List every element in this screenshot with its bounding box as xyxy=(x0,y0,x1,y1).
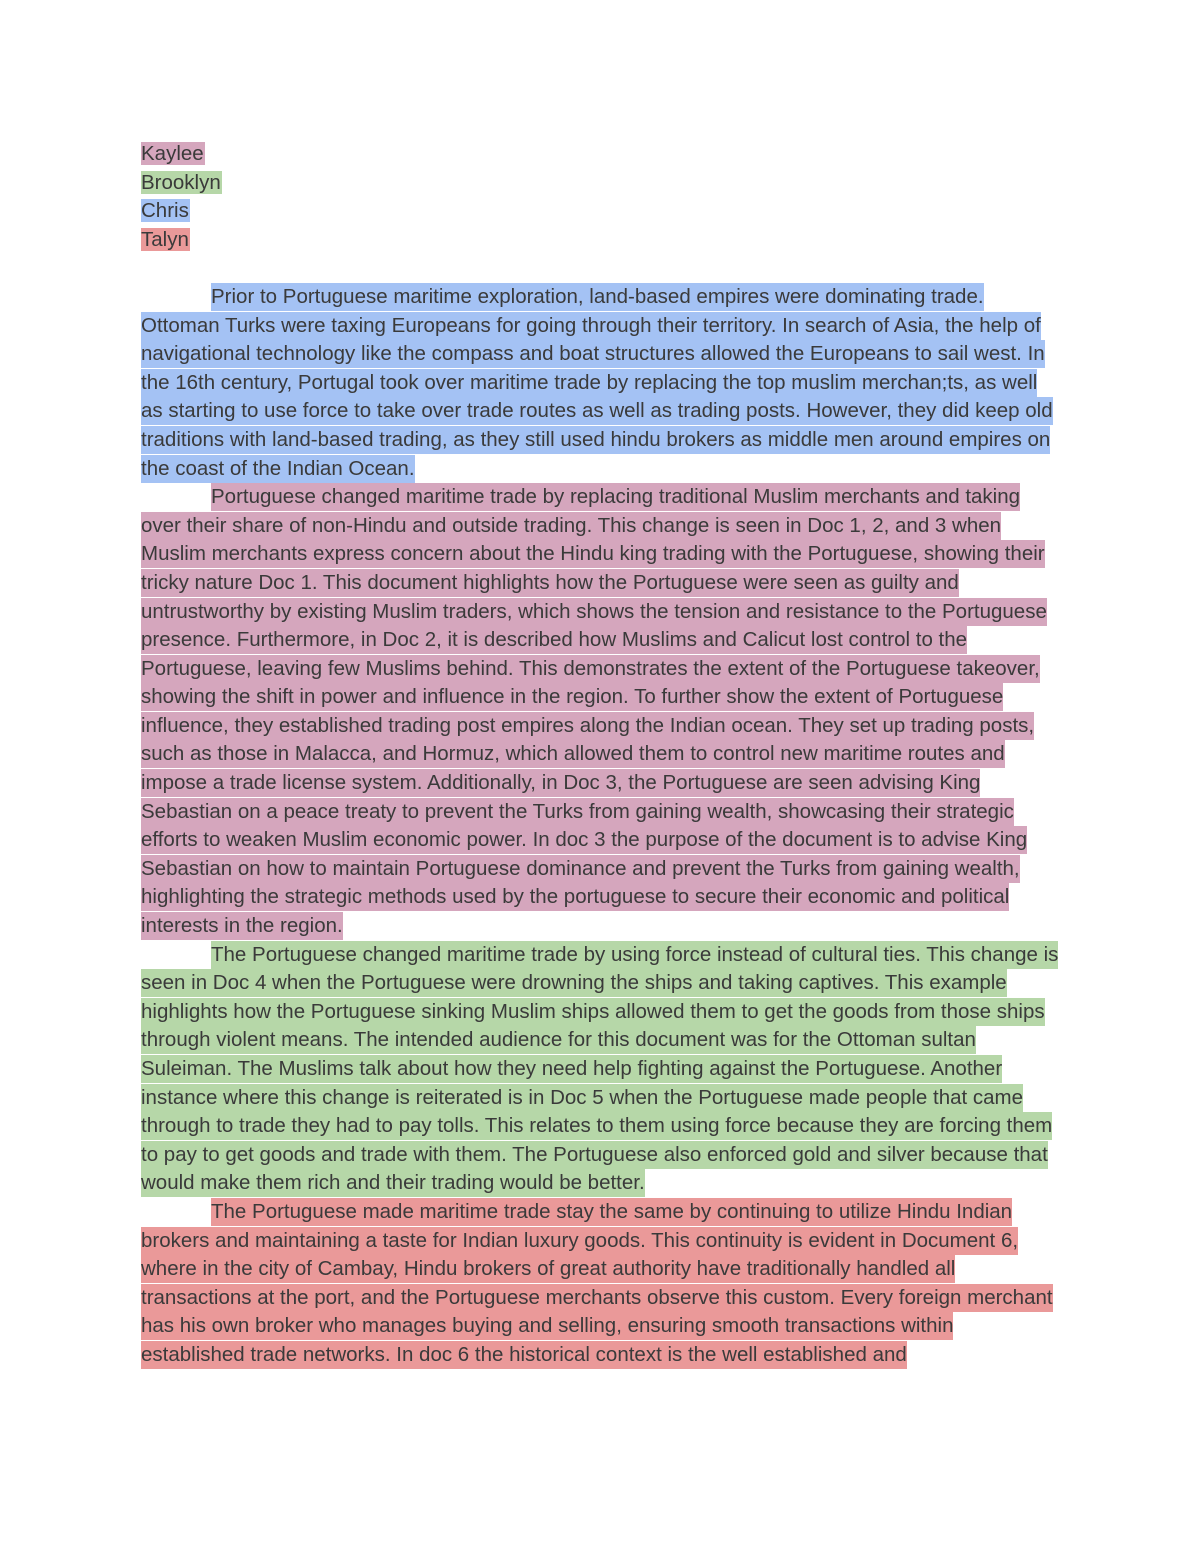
author-name-text: Chris xyxy=(141,199,189,223)
document-body[interactable] xyxy=(141,140,1061,1370)
author-name-kaylee xyxy=(141,140,1061,169)
paragraph-brooklyn xyxy=(141,941,1061,1198)
author-name-chris xyxy=(141,197,1061,226)
author-name-text: Talyn xyxy=(141,227,189,251)
author-name-talyn xyxy=(141,226,1061,255)
paragraph-text: The Portuguese made maritime trade stay the same by continuing to utilize Hindu Indian brokers and maintaining a taste for Indian luxury goods. This continuity is evident in Document 6, where in the city of Cambay, Hindu brokers of great authority have traditionally handled all transactions at the port, and the Portuguese merchants observe this custom. Every foreign merchant has his own broker who manages buying and selling, ensuring smooth transactions within established trade networks. In doc 6 the historical context is the well established and xyxy=(141,1198,1053,1369)
blank-line xyxy=(141,254,1061,283)
paragraph-chris xyxy=(141,283,1061,483)
paragraph-text: Portuguese changed maritime trade by replacing traditional Muslim merchants and taking over their share of non-Hindu and outside trading. This change is seen in Doc 1, 2, and 3 when Muslim merchants express concern about the Hindu king trading with the Portuguese, showing their tricky nature Doc 1. This document highlights how the Portuguese were seen as guilty and untrustworthy by existing Muslim traders, which shows the tension and resistance to the Portuguese presence. Furthermore, in Doc 2, it is described how Muslims and Calicut lost control to the Portuguese, leaving few Muslims behind. This demonstrates the extent of the Portuguese takeover, showing the shift in power and influence in the region. To further show the extent of Portuguese influence, they established trading post empires along the Indian ocean. They set up trading posts, such as those in Malacca, and Hormuz, which allowed them to control new maritime routes and impose a trade license system. Additionally, in Doc 3, the Portuguese are seen advising King Sebastian on a peace treaty to prevent the Turks from gaining wealth, showcasing their strategic efforts to weaken Muslim economic power. In doc 3 the purpose of the document is to advise King Sebastian on how to maintain Portuguese dominance and prevent the Turks from gaining wealth, highlighting the strategic methods used by the portuguese to secure their economic and political interests in the region. xyxy=(141,483,1047,940)
author-name-brooklyn xyxy=(141,169,1061,198)
paragraph-text: Prior to Portuguese maritime exploration, land-based empires were dominating trade. Ottoman Turks were taxing Europeans for going through their territory. In search of Asia, the help of navigational technology like the compass and boat structures allowed the Europeans to sail west. In the 16th century, Portugal took over maritime trade by replacing the top muslim merchan;ts, as well as starting to use force to take over trade routes as well as trading posts. However, they did keep old traditions with land-based trading, as they still used hindu brokers as middle men around empires on the coast of the Indian Ocean. xyxy=(141,283,1053,483)
paragraph-kaylee xyxy=(141,483,1061,941)
author-name-text: Brooklyn xyxy=(141,170,221,194)
paragraph-talyn xyxy=(141,1198,1061,1370)
paragraph-text: The Portuguese changed maritime trade by using force instead of cultural ties. This change is seen in Doc 4 when the Portuguese were drowning the ships and taking captives. This example highlights how the Portuguese sinking Muslim ships allowed them to get the goods from those ships through violent means. The intended audience for this document was for the Ottoman sultan Suleiman. The Muslims talk about how they need help fighting against the Portuguese. Another instance where this change is reiterated is in Doc 5 when the Portuguese made people that came through to trade they had to pay tolls. This relates to them using force because they are forcing them to pay to get goods and trade with them. The Portuguese also enforced gold and silver because that would make them rich and their trading would be better. xyxy=(141,941,1058,1198)
author-name-text: Kaylee xyxy=(141,142,204,165)
